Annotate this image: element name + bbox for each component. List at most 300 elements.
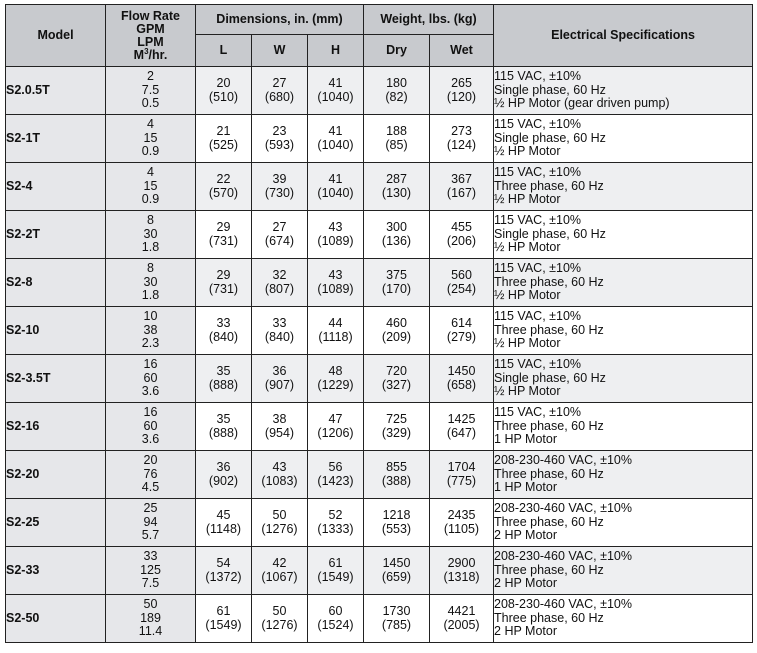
flow-rate-cell (106, 67, 196, 115)
flow-rate-cell (106, 211, 196, 259)
width-value: (680) (264, 89, 295, 104)
flow-value: 3.6 (141, 384, 160, 399)
wet-header: Wet (430, 35, 494, 67)
dry-weight-cell (364, 499, 430, 547)
length-value: (888) (208, 377, 239, 392)
dry-weight-cell (364, 403, 430, 451)
electrical-spec-line: 208-230-460 VAC, ±10% (494, 597, 632, 612)
flow-rate-cell (106, 259, 196, 307)
dry-weight-value: 180 (386, 76, 407, 90)
wet-weight-cell (430, 115, 494, 163)
length-value: 20 (216, 76, 231, 90)
model-cell: S2-1T (6, 115, 106, 163)
length-cell (196, 547, 252, 595)
dry-weight-value: (659) (381, 569, 412, 584)
electrical-spec-line: ½ HP Motor (494, 144, 561, 159)
flow-value: 2 (147, 69, 154, 84)
electrical-spec-line: Three phase, 60 Hz (494, 610, 604, 625)
flow-rate-header (106, 5, 196, 67)
width-value: 42 (272, 556, 287, 570)
electrical-spec-line: Single phase, 60 Hz (494, 226, 606, 241)
electrical-cell (494, 259, 753, 307)
electrical-spec-line: ½ HP Motor (gear driven pump) (494, 96, 670, 111)
width-value: 32 (272, 268, 287, 282)
width-value: (674) (264, 233, 295, 248)
length-value: 45 (216, 508, 231, 522)
width-cell (252, 403, 308, 451)
dry-weight-value: 855 (386, 460, 407, 474)
height-value: 43 (328, 220, 343, 234)
table-row (6, 403, 753, 451)
electrical-spec-line: ½ HP Motor (494, 192, 561, 207)
length-value: 29 (216, 268, 231, 282)
wet-weight-cell (430, 403, 494, 451)
table-row (6, 115, 753, 163)
flow-value: 11.4 (138, 624, 163, 639)
width-cell (252, 259, 308, 307)
length-cell (196, 163, 252, 211)
electrical-header: Electrical Specifications (494, 5, 753, 67)
m3hr-label: $M^3/hr$. (133, 46, 168, 62)
wet-weight-value: (124) (446, 137, 477, 152)
dry-weight-value: (327) (381, 377, 412, 392)
electrical-cell (494, 115, 753, 163)
flow-value: 5.7 (141, 528, 160, 543)
flow-value: 4.5 (141, 480, 160, 495)
flow-value: 60 (143, 370, 158, 385)
wet-weight-cell (430, 547, 494, 595)
table-row (6, 595, 753, 643)
height-cell (308, 259, 364, 307)
width-cell (252, 67, 308, 115)
electrical-spec-line: 1 HP Motor (494, 480, 558, 495)
length-value: 54 (216, 556, 231, 570)
table-row (6, 259, 753, 307)
height-cell (308, 451, 364, 499)
length-cell (196, 67, 252, 115)
wet-weight-value: 367 (451, 172, 472, 186)
dry-weight-cell (364, 211, 430, 259)
electrical-spec-line: 115 VAC, ±10% (494, 117, 582, 132)
flow-value: 1.8 (141, 240, 160, 255)
wet-weight-value: 455 (451, 220, 472, 234)
wet-weight-cell (430, 355, 494, 403)
wet-weight-cell (430, 451, 494, 499)
height-value: (1040) (317, 137, 354, 152)
dry-weight-cell (364, 355, 430, 403)
electrical-spec-line: 115 VAC, ±10% (494, 405, 582, 420)
dry-weight-value: 460 (386, 316, 407, 330)
flow-value: 76 (143, 466, 158, 481)
width-cell (252, 355, 308, 403)
dry-weight-value: 188 (386, 124, 407, 138)
flow-value: 25 (143, 501, 158, 516)
electrical-spec-line: 2 HP Motor (494, 576, 558, 591)
length-cell (196, 499, 252, 547)
wet-weight-cell (430, 499, 494, 547)
wet-weight-value: 560 (451, 268, 472, 282)
electrical-cell (494, 67, 753, 115)
table-row (6, 355, 753, 403)
dry-header: Dry (364, 35, 430, 67)
height-value: 41 (328, 172, 343, 186)
electrical-spec-line: 115 VAC, ±10% (494, 69, 582, 84)
width-cell (252, 163, 308, 211)
width-value: 43 (272, 460, 287, 474)
table-row (6, 451, 753, 499)
flow-value: 0.5 (141, 96, 160, 111)
table-row (6, 211, 753, 259)
width-value: 27 (272, 220, 287, 234)
flow-value: 8 (147, 213, 154, 228)
length-cell (196, 595, 252, 643)
electrical-spec-line: ½ HP Motor (494, 288, 561, 303)
dry-weight-value: (785) (381, 617, 412, 632)
width-value: 23 (272, 124, 287, 138)
length-cell (196, 259, 252, 307)
flow-value: 0.9 (141, 192, 160, 207)
wet-weight-value: 4421 (447, 604, 476, 618)
flow-value: 15 (143, 178, 158, 193)
width-value: 36 (272, 364, 287, 378)
height-value: (1423) (317, 473, 354, 488)
height-cell (308, 163, 364, 211)
height-value: 48 (328, 364, 343, 378)
wet-weight-value: 1704 (447, 460, 476, 474)
length-value: 35 (216, 412, 231, 426)
electrical-spec-line: 2 HP Motor (494, 624, 558, 639)
electrical-spec-line: 2 HP Motor (494, 528, 558, 543)
wet-weight-value: (120) (446, 89, 477, 104)
electrical-spec-line: Single phase, 60 Hz (494, 82, 606, 97)
flow-rate-cell (106, 547, 196, 595)
wet-weight-value: 614 (451, 316, 472, 330)
electrical-cell (494, 547, 753, 595)
length-value: (731) (208, 281, 239, 296)
flow-value: 125 (140, 562, 161, 577)
dry-weight-value: (130) (381, 185, 412, 200)
electrical-spec-line: 115 VAC, ±10% (494, 261, 582, 276)
flow-value: 8 (147, 261, 154, 276)
flow-value: 38 (143, 322, 158, 337)
width-cell (252, 499, 308, 547)
model-cell: S2-50 (6, 595, 106, 643)
wet-weight-cell (430, 259, 494, 307)
dry-weight-cell (364, 67, 430, 115)
electrical-spec-line: Single phase, 60 Hz (494, 130, 606, 145)
height-cell (308, 403, 364, 451)
dry-weight-cell (364, 115, 430, 163)
height-value: 47 (328, 412, 343, 426)
electrical-cell (494, 499, 753, 547)
flow-value: 1.8 (141, 288, 160, 303)
height-cell (308, 355, 364, 403)
flow-rate-cell (106, 307, 196, 355)
electrical-spec-line: 115 VAC, ±10% (494, 309, 582, 324)
width-value: (907) (264, 377, 295, 392)
electrical-spec-line: Three phase, 60 Hz (494, 562, 604, 577)
wet-weight-cell (430, 163, 494, 211)
flow-value: 3.6 (141, 432, 160, 447)
electrical-cell (494, 307, 753, 355)
dry-weight-cell (364, 259, 430, 307)
electrical-cell (494, 595, 753, 643)
height-value: 41 (328, 124, 343, 138)
length-cell (196, 115, 252, 163)
width-value: (593) (264, 137, 295, 152)
dry-weight-value: 1218 (382, 508, 411, 522)
electrical-spec-line: 208-230-460 VAC, ±10% (494, 453, 632, 468)
height-value: 44 (328, 316, 343, 330)
electrical-cell (494, 163, 753, 211)
length-value: (570) (208, 185, 239, 200)
dry-weight-cell (364, 451, 430, 499)
length-value: 29 (216, 220, 231, 234)
width-header: W (252, 35, 308, 67)
height-value: 52 (328, 508, 343, 522)
length-cell (196, 451, 252, 499)
wet-weight-cell (430, 307, 494, 355)
electrical-cell (494, 403, 753, 451)
length-value: 35 (216, 364, 231, 378)
wet-weight-value: (1105) (443, 521, 480, 536)
model-cell: S2-10 (6, 307, 106, 355)
height-value: 61 (328, 556, 343, 570)
dry-weight-value: (82) (385, 89, 408, 104)
dry-weight-cell (364, 163, 430, 211)
length-value: 33 (216, 316, 231, 330)
height-value: (1333) (317, 521, 354, 536)
length-value: (840) (208, 329, 239, 344)
length-value: (525) (208, 137, 239, 152)
height-value: 60 (328, 604, 343, 618)
model-cell: S2-25 (6, 499, 106, 547)
model-cell: S2-4 (6, 163, 106, 211)
length-header: L (196, 35, 252, 67)
dry-weight-value: 300 (386, 220, 407, 234)
electrical-spec-line: 208-230-460 VAC, ±10% (494, 501, 632, 516)
width-value: (730) (264, 185, 295, 200)
model-cell: S2-8 (6, 259, 106, 307)
flow-value: 30 (143, 274, 158, 289)
width-cell (252, 595, 308, 643)
wet-weight-cell (430, 211, 494, 259)
table-row (6, 499, 753, 547)
flow-value: 189 (140, 610, 161, 625)
model-cell: S2.0.5T (6, 67, 106, 115)
dry-weight-value: 375 (386, 268, 407, 282)
length-value: (1372) (205, 569, 242, 584)
gpm-label: GPM (136, 21, 165, 36)
electrical-cell (494, 211, 753, 259)
flow-value: 7.5 (141, 576, 160, 591)
dimensions-header: Dimensions, in. (mm) (196, 5, 364, 35)
flow-rate-cell (106, 499, 196, 547)
height-value: (1040) (317, 185, 354, 200)
height-value: (1524) (317, 617, 354, 632)
dry-weight-value: 725 (386, 412, 407, 426)
dry-weight-value: 720 (386, 364, 407, 378)
height-value: 41 (328, 76, 343, 90)
height-value: (1118) (318, 329, 353, 344)
width-cell (252, 307, 308, 355)
height-cell (308, 67, 364, 115)
dry-weight-cell (364, 307, 430, 355)
width-value: 27 (272, 76, 287, 90)
length-value: 36 (216, 460, 231, 474)
wet-weight-value: 1425 (447, 412, 476, 426)
length-value: (731) (208, 233, 239, 248)
electrical-spec-line: Three phase, 60 Hz (494, 466, 604, 481)
model-cell: S2-33 (6, 547, 106, 595)
electrical-spec-line: ½ HP Motor (494, 384, 561, 399)
flow-rate-cell (106, 403, 196, 451)
model-cell: S2-2T (6, 211, 106, 259)
flow-value: 50 (143, 597, 158, 612)
electrical-spec-line: 208-230-460 VAC, ±10% (494, 549, 632, 564)
flow-value: 20 (143, 453, 158, 468)
wet-weight-value: (658) (446, 377, 477, 392)
width-value: (840) (264, 329, 295, 344)
flow-value: 4 (147, 117, 154, 132)
height-value: (1089) (317, 281, 354, 296)
height-value: (1229) (317, 377, 354, 392)
electrical-spec-line: Three phase, 60 Hz (494, 418, 604, 433)
flow-value: 10 (143, 309, 158, 324)
wet-weight-value: 1450 (447, 364, 476, 378)
length-cell (196, 403, 252, 451)
table-row (6, 163, 753, 211)
electrical-spec-line: ½ HP Motor (494, 240, 561, 255)
length-value: (902) (208, 473, 239, 488)
width-cell (252, 451, 308, 499)
width-value: 33 (272, 316, 287, 330)
lpm-label: LPM (137, 34, 164, 49)
height-value: (1089) (317, 233, 354, 248)
electrical-cell (494, 355, 753, 403)
height-cell (308, 115, 364, 163)
electrical-spec-line: 115 VAC, ±10% (494, 357, 582, 372)
flow-value: 33 (143, 549, 158, 564)
height-cell (308, 211, 364, 259)
dry-weight-value: (553) (381, 521, 412, 536)
width-value: (1083) (261, 473, 298, 488)
width-value: (1276) (261, 617, 298, 632)
width-value: (1276) (261, 521, 298, 536)
length-value: 21 (216, 124, 231, 138)
flow-value: 0.9 (141, 144, 160, 159)
width-value: (1067) (261, 569, 298, 584)
width-value: (807) (264, 281, 295, 296)
flow-value: 16 (143, 405, 158, 420)
wet-weight-value: 2435 (447, 508, 476, 522)
wet-weight-value: (254) (446, 281, 477, 296)
weight-header: Weight, lbs. (kg) (364, 5, 494, 35)
width-value: 39 (272, 172, 287, 186)
width-value: 50 (272, 604, 287, 618)
dry-weight-value: (388) (381, 473, 412, 488)
dry-weight-value: 1450 (382, 556, 411, 570)
wet-weight-value: (206) (446, 233, 477, 248)
dry-weight-value: 1730 (382, 604, 411, 618)
electrical-spec-line: Three phase, 60 Hz (494, 274, 604, 289)
flow-value: 60 (143, 418, 158, 433)
wet-weight-cell (430, 595, 494, 643)
wet-weight-value: (167) (446, 185, 477, 200)
flow-rate-cell (106, 163, 196, 211)
dry-weight-value: 287 (386, 172, 407, 186)
table-row (6, 307, 753, 355)
electrical-spec-line: Three phase, 60 Hz (494, 178, 604, 193)
length-cell (196, 211, 252, 259)
table-row (6, 67, 753, 115)
wet-weight-value: (279) (446, 329, 477, 344)
length-cell (196, 307, 252, 355)
flow-rate-cell (106, 115, 196, 163)
model-cell: S2-16 (6, 403, 106, 451)
wet-weight-value: (1318) (443, 569, 480, 584)
flow-value: 16 (143, 357, 158, 372)
height-value: (1040) (317, 89, 354, 104)
model-cell: S2-3.5T (6, 355, 106, 403)
flow-rate-cell (106, 451, 196, 499)
dry-weight-cell (364, 595, 430, 643)
width-cell (252, 547, 308, 595)
electrical-spec-line: ½ HP Motor (494, 336, 561, 351)
dry-weight-value: (170) (381, 281, 412, 296)
electrical-spec-line: Three phase, 60 Hz (494, 322, 604, 337)
electrical-spec-line: 115 VAC, ±10% (494, 213, 582, 228)
flow-rate-cell (106, 355, 196, 403)
flow-value: 30 (143, 226, 158, 241)
wet-weight-value: (2005) (443, 617, 480, 632)
height-value: 56 (328, 460, 343, 474)
flow-value: 15 (143, 130, 158, 145)
length-value: (888) (208, 425, 239, 440)
electrical-spec-line: 115 VAC, ±10% (494, 165, 582, 180)
width-value: 50 (272, 508, 287, 522)
flow-rate-label: Flow Rate (120, 8, 181, 23)
length-value: (1148) (205, 521, 242, 536)
dry-weight-value: (329) (381, 425, 412, 440)
flow-value: 4 (147, 165, 154, 180)
dry-weight-value: (136) (381, 233, 412, 248)
electrical-spec-line: Single phase, 60 Hz (494, 370, 606, 385)
width-value: (954) (264, 425, 295, 440)
height-value: 43 (328, 268, 343, 282)
height-header: H (308, 35, 364, 67)
wet-weight-value: (647) (446, 425, 477, 440)
length-value: 61 (216, 604, 231, 618)
flow-value: 7.5 (141, 82, 160, 97)
length-value: (1549) (205, 617, 242, 632)
model-header: Model (6, 5, 106, 67)
dry-weight-value: (85) (385, 137, 408, 152)
flow-value: 94 (143, 514, 158, 529)
wet-weight-value: (775) (446, 473, 477, 488)
flow-rate-cell (106, 595, 196, 643)
electrical-cell (494, 451, 753, 499)
electrical-spec-line: 1 HP Motor (494, 432, 558, 447)
table-row (6, 547, 753, 595)
width-value: 38 (272, 412, 287, 426)
wet-weight-value: 265 (451, 76, 472, 90)
width-cell (252, 211, 308, 259)
model-cell: S2-20 (6, 451, 106, 499)
height-value: (1206) (317, 425, 354, 440)
electrical-spec-line: Three phase, 60 Hz (494, 514, 604, 529)
dry-weight-value: (209) (381, 329, 412, 344)
